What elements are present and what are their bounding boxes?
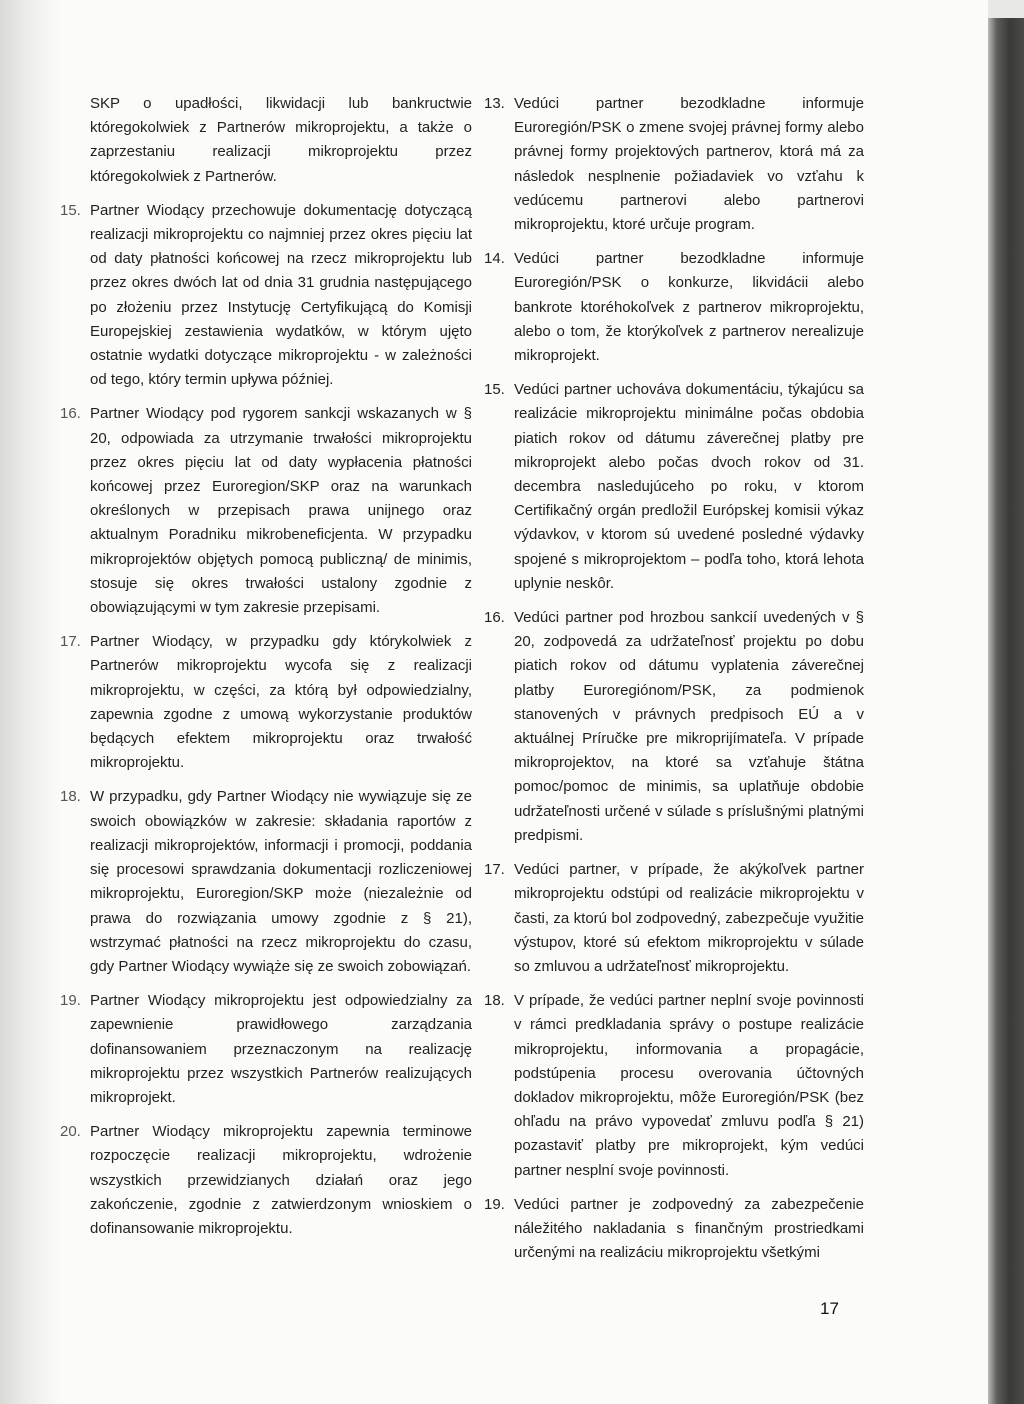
right-column-slovak [484,92,864,1275]
clause-text: Partner Wiodący przechowuje dokumentację dotyczącą realizacji mikroprojektu co najmniej przez okres pięciu lat od daty płatności końcowej na rzecz mikroprojektu lub przez okres dwóch lat od dnia 31 grudnia następującego po złożeniu przez Instytucję Certyfikującą do Komisji Europejskiej zestawienia wydatków, w którym ujęto ostatnie wydatki dotyczące mikroprojektu - w zależności od tego, który termin upływa później. [90,201,472,389]
clause-number: 15. [484,381,505,399]
scan-shadow-left [0,0,60,1404]
clause-text: Vedúci partner je zodpovedný za zabezpečenie náležitého nakladania s finančným prostriedkami určenými na realizáciu mikroprojektu všetkými [514,1195,864,1262]
clause-17-sk [484,858,864,979]
clause-number: 17. [60,633,81,651]
clause-18-pl [60,785,472,979]
continuation-paragraph: SKP o upadłości, likwidacji lub bankructwie któregokolwiek z Partnerów mikroprojektu, a także o zaprzestaniu realizacji mikroprojektu przez któregokolwiek z Partnerów. [90,95,472,185]
clause-20-pl [60,1120,472,1241]
clause-number: 19. [484,1195,505,1213]
clause-text: Partner Wiodący pod rygorem sankcji wskazanych w § 20, odpowiada za utrzymanie trwałości mikroprojektu przez okres pięciu lat od daty wypłacenia płatności końcowej przez Euroregion/SKP oraz na warunkach określonych w przepisach prawa unijnego oraz aktualnym Poradniku mikrobeneficjenta. W przypadku mikroprojektów objętych pomocą publiczną/ de minimis, stosuje się okres trwałości ustalony zgodnie z obowiązującymi w tym zakresie przepisami. [90,405,472,617]
clause-14-sk [484,247,864,368]
clause-16-sk [484,606,864,848]
clause-17-pl [60,630,472,775]
page-number: 17 [820,1299,839,1318]
clause-text: V prípade, že vedúci partner neplní svoje povinnosti v rámci predkladania správy o postupe realizácie mikroprojektu, informovania a propagácie, podstúpenia procesu overovania účtovných dokladov mikroprojektu, môže Euroregión/PSK (bez ohľadu na právo vypovedať zmluvu podľa § 21) pozastaviť platby pre mikroprojekt, kým vedúci partner nesplní svoje povinnosti. [514,992,864,1179]
clause-text: Vedúci partner bezodkladne informuje Euroregión/PSK o konkurze, likvidácii alebo bankrote ktoréhokoľvek z partnerov mikroprojektu, alebo o tom, že ktorýkoľvek z partnerov nerealizuje mikroprojekt. [514,250,864,365]
clause-text: Vedúci partner, v prípade, že akýkoľvek partner mikroprojektu odstúpi od realizácie mikroprojektu v časti, za ktorú bol zodpovedný, zabezpečuje využitie výstupov, ktoré sú efektom mikroprojektu v súlade so zmluvou a udržateľnosť mikroprojektu. [514,861,864,975]
left-column-polish [60,92,472,1251]
scan-binding-shadow-right [988,18,1024,1404]
clause-number: 14. [484,250,505,268]
clause-number: 19. [60,992,81,1010]
clause-15-sk [484,378,864,596]
clause-number: 16. [60,405,81,423]
clause-15-pl [60,199,472,393]
clause-text: W przypadku, gdy Partner Wiodący nie wywiązuje się ze swoich obowiązków w zakresie: składania raportów z realizacji mikroprojektów, informacji i promocji, poddania się procesowi sprawdzania dokumentacji rozliczeniowej mikroprojektu, Euroregion/SKP może (niezależnie od prawa do rozwiązania umowy zgodnie z § 21), wstrzymać płatności na rzecz mikroprojektu do czasu, gdy Partner Wiodący wywiąże się ze swoich zobowiązań. [90,788,472,975]
clause-text: Vedúci partner pod hrozbou sankcií uvedených v § 20, zodpovedá za udržateľnosť projektu po dobu piatich rokov od dátumu vyplatenia záverečnej platby Euroregiónom/PSK, za podmienok stanovených v právnych predpisoch EÚ a v aktuálnej Príručke pre mikroprijímateľa. V prípade mikroprojektov, na ktoré sa vzťahuje štátna pomoc/pomoc de minimis, sa uplatňuje obdobie udržateľnosti určené v súlade s príslušnými platnými predpismi. [514,609,864,844]
clause-number: 18. [484,992,505,1010]
clause-number: 17. [484,861,505,879]
clause-number: 20. [60,1123,81,1141]
clause-19-sk [484,1193,864,1266]
clause-16-pl [60,402,472,620]
clause-number: 18. [60,788,81,806]
clause-text: Partner Wiodący mikroprojektu zapewnia terminowe rozpoczęcie realizacji mikroprojektu, wdrożenie wszystkich przewidzianych działań oraz jego zakończenie, zgodnie z zatwierdzonym wnioskiem o dofinansowanie mikroprojektu. [90,1123,472,1237]
clause-number: 15. [60,201,81,219]
clause-text: Partner Wiodący mikroprojektu jest odpowiedzialny za zapewnienie prawidłowego zarządzania dofinansowaniem przeznaczonym na realizację mikroprojektu przez wszystkich Partnerów realizujących mikroprojekt. [90,992,472,1106]
clause-18-sk [484,989,864,1183]
clause-number: 16. [484,609,505,627]
clause-13-sk [484,92,864,237]
clause-text: Vedúci partner uchováva dokumentáciu, týkajúcu sa realizácie mikroprojektu minimálne počas obdobia piatich rokov od dátumu záverečnej platby pre mikroprojekt alebo počas dvoch rokov od 31. decembra nasledujúceho po roku, v ktorom Certifikačný orgán predložil Európskej komisii výkaz výdavkov, v ktorom sú uvedené posledné výdavky spojené s mikroprojektom – podľa toho, ktorá lehota uplynie neskôr. [514,381,864,592]
clause-text: Vedúci partner bezodkladne informuje Euroregión/PSK o zmene svojej právnej formy alebo právnej formy projektových partnerov, ktorá má za následok nesplnenie požiadaviek vo vzťahu k vedúcemu partnerovi alebo partnerovi mikroprojektu, ktoré určuje program. [514,95,864,234]
scan-edge-top-right [988,0,1024,18]
clause-number: 13. [484,95,505,112]
clause-text: Partner Wiodący, w przypadku gdy którykolwiek z Partnerów mikroprojektu wycofa się z realizacji mikroprojektu, w części, za którą był odpowiedzialny, zapewnia zgodne z umową wykorzystanie produktów będących efektem mikroprojektu oraz trwałość mikroprojektu. [90,633,472,772]
clause-19-pl [60,989,472,1110]
